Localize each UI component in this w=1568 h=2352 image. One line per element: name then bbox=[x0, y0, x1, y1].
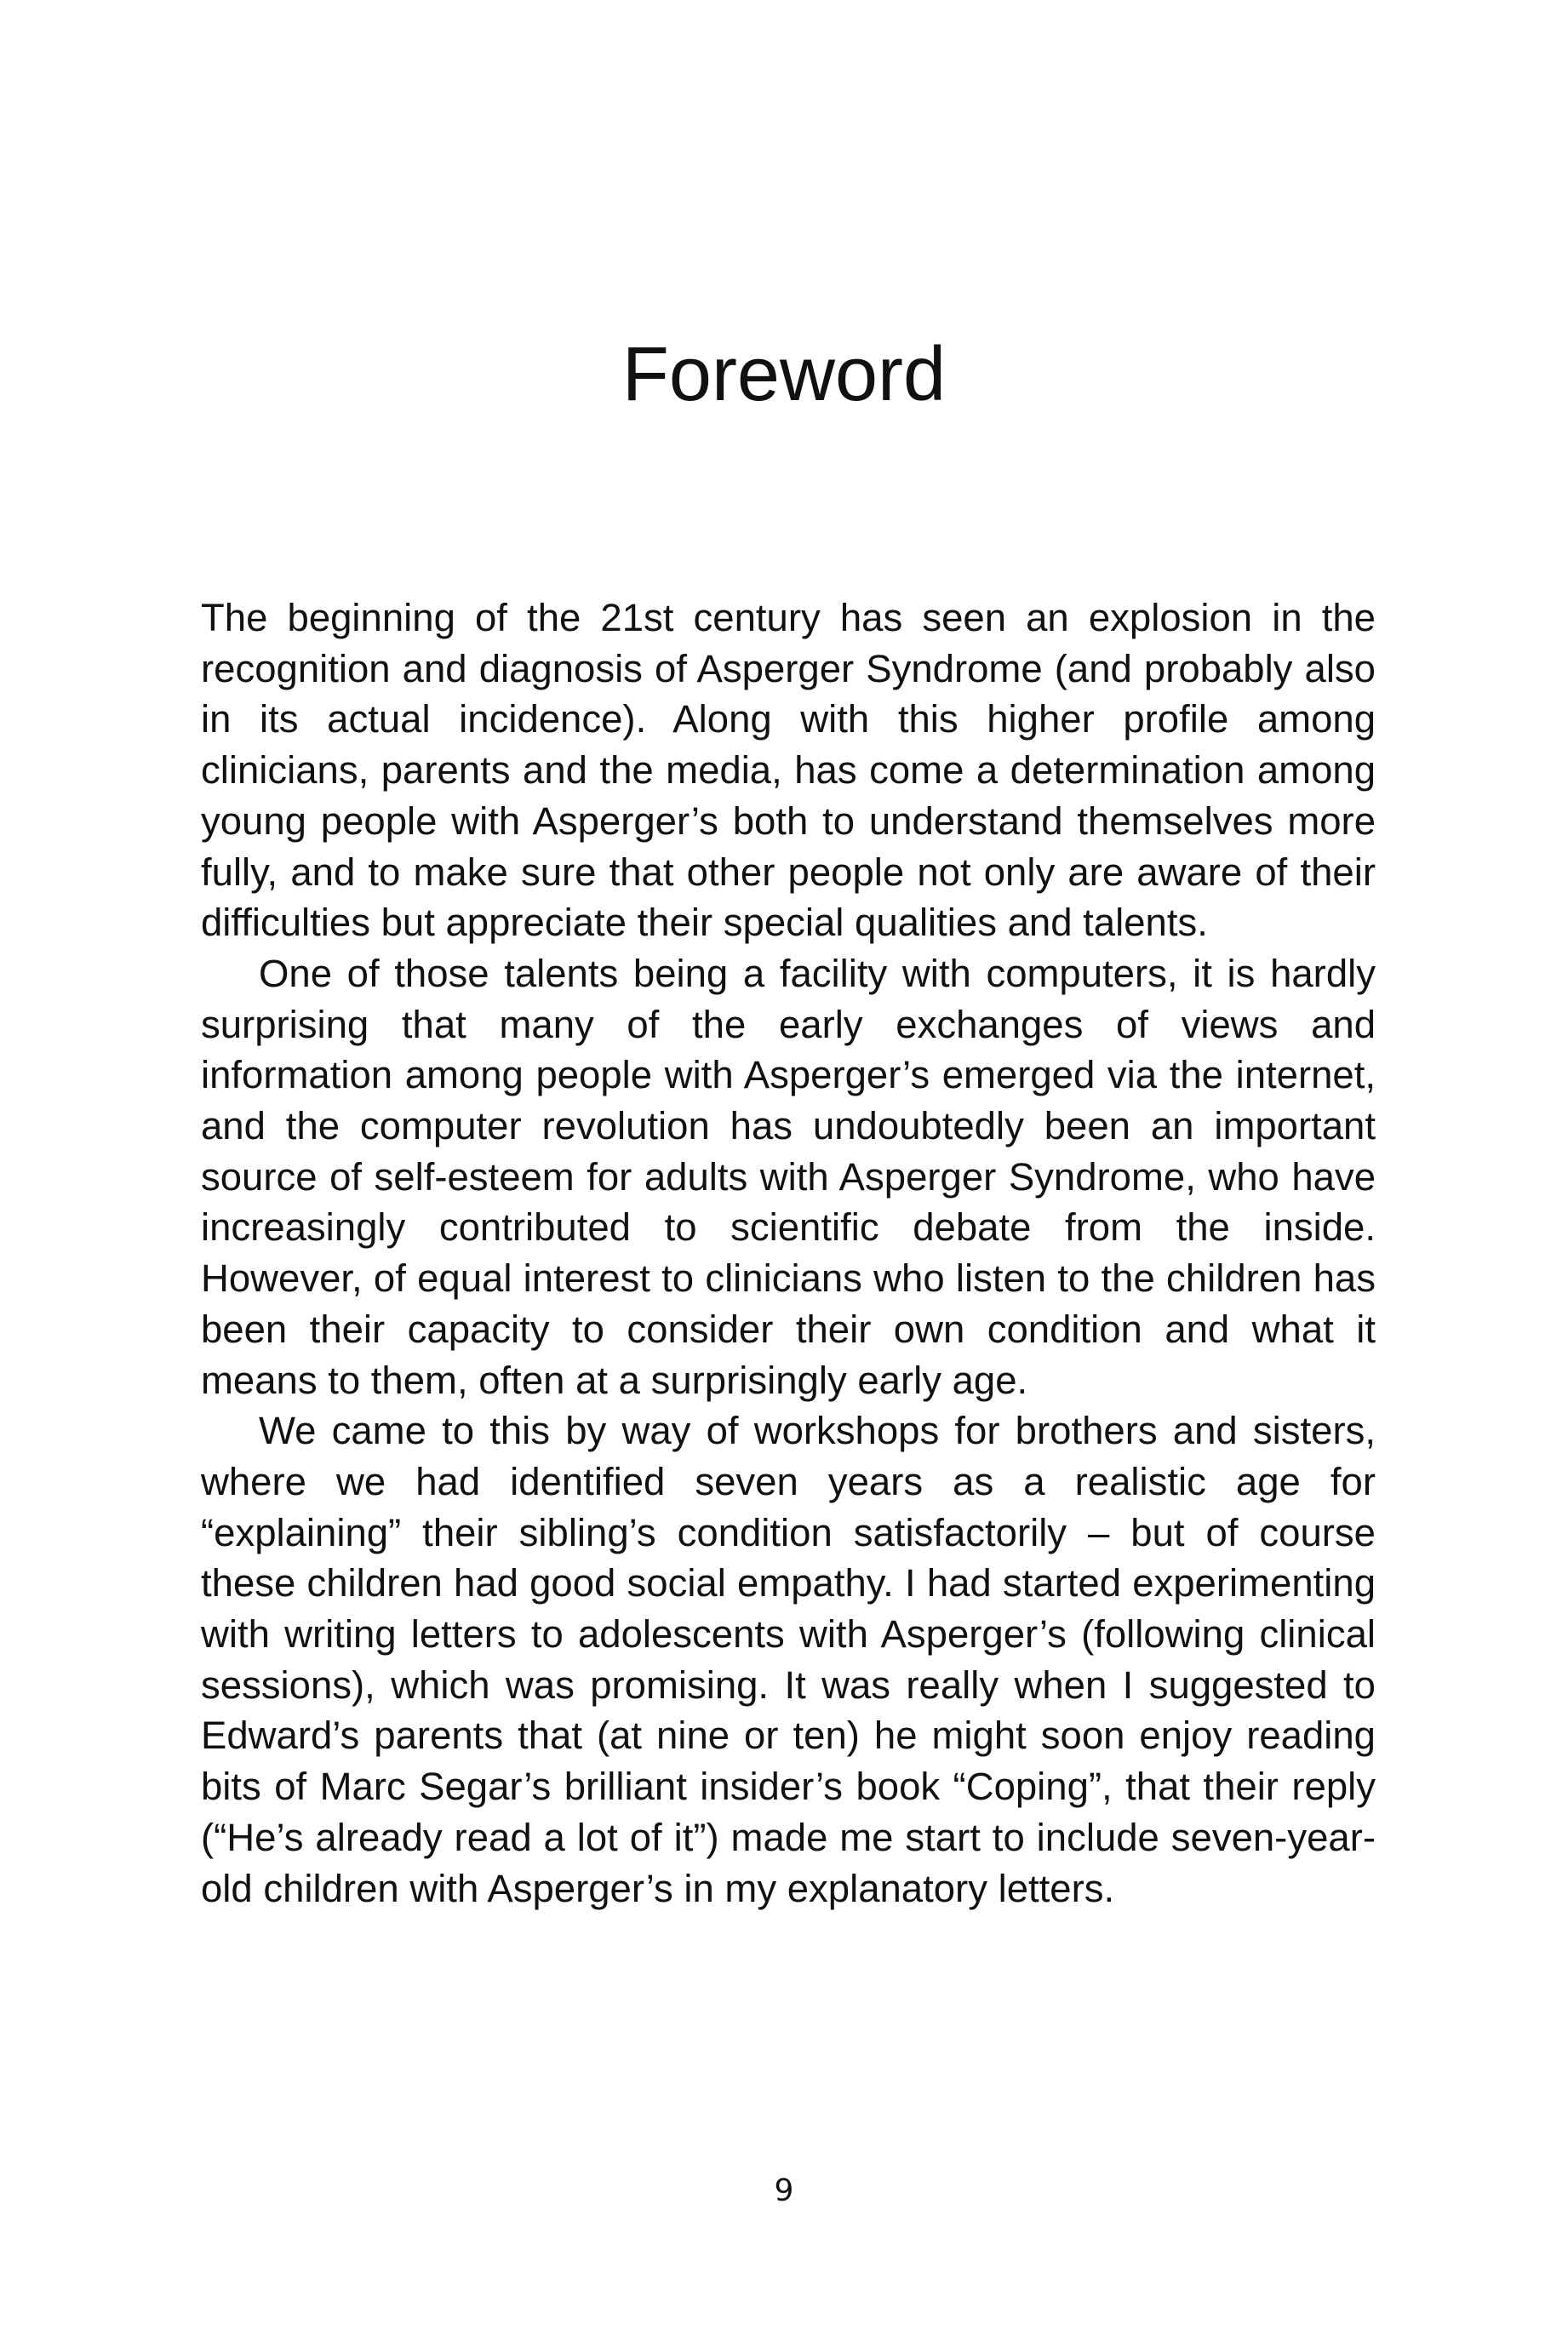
chapter-title: Foreword bbox=[621, 332, 947, 417]
page-number: 9 bbox=[774, 2173, 794, 2208]
foreword-body bbox=[201, 592, 1376, 1914]
paragraph-1: The beginning of the 21st century has seen an explosion in the recognition and diagnosis of Asperger Syndrome (and probably also in its actual incidence). Along with this higher profile among clinicians, parents and the media, has come a determination among young people with Asperger’s both to understand themselves more fully, and to make sure that other people not only are aware of their difficulties but appreciate their special qualities and talents. bbox=[201, 596, 1376, 945]
paragraph-2: One of those talents being a facility with computers, it is hardly surprising that many of the early exchanges of views and information among people with Asperger’s emerged via the internet, and the computer revolution has undoubtedly been an important source of self-esteem for adults with Asperger Syndrome, who have increasingly contributed to scientific debate from the inside. However, of equal interest to clinicians who listen to the children has been their capacity to consider their own condition and what it means to them, often at a surprisingly early age. bbox=[201, 951, 1376, 1402]
paragraph-3: We came to this by way of workshops for brothers and sisters, where we had identified seven years as a realistic age for “explaining” their sibling’s condition satisfactorily – but of course these children had good social empathy. I had started experimenting with writing letters to adolescents with Asperger’s (following clinical sessions), which was promising. It was really when I suggested to Edward’s parents that (at nine or ten) he might soon enjoy reading bits of Marc Segar’s brilliant insider’s book “Coping”, that their reply (“He’s already read a lot of it”) made me start to include seven-year-old children with Asperger’s in my explanatory letters. bbox=[201, 1409, 1376, 1910]
